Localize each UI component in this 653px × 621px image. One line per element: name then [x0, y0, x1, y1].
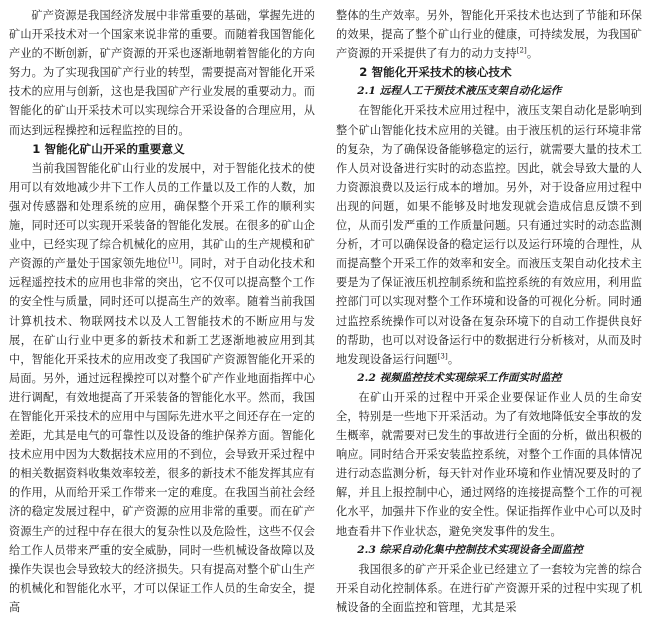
left-column [9, 6, 315, 619]
subsection-2-2-heading: 2.2 视频监控技术实现综采工作面实时监控 [357, 371, 562, 384]
continued-text: 整体的生产效率。另外，智能化开采技术也达到了节能和环保的效果，提高了整个矿山行业的健康，可持续发展，为我国矿产资源的开采提供了有力的动力支持 [336, 9, 642, 61]
subsection-2-2-paragraph: 在矿山开采的过程中开采企业要保证作业人员的生命安全，特别是一些地下开采活动。为了有效地降低安全事故的发生概率，就需要对已发生的事故进行全面的分析，做出积极的响应。同时结合开采安装监控系统，对整个工作面的具体情况进行动态监测分析，每天针对作业环境和作业情况要及时的了解，并且上报控制中心，通过网络的连接提高整个工作的可视化水平，加强井下作业的安全性。保证指挥作业中心可以及时地查看井下作业状态，避免突发事件的发生。 [336, 390, 642, 538]
section-1-text-b: 。同时，对于自动化技术和远程遥控技术的应用也非常的突出，它不仅可以提高整个工作的安全性与质量，同时还可以提高生产的效率。随着当前我国计算机技术、物联网技术以及人工智能技术的不断应用与发展，在矿山行业中更多的新技术和新工艺逐渐地被应用到其中，智能化开采技术的应用改变了我国矿产资源智能化开采的局面。另外，通过远程操控可以对整个矿产作业地面指挥中心进行调配，有效地提高了开采装备的智能化水平。然而，我国在智能化开采技术的应用中与国际先进水平之间还存在一定的差距，尤其是电气的可靠性以及设备的维护保养方面。智能化技术应用中因为大数据技术应用的不到位，会导致开采过程中的相关数据资料收集效率较差，很多的新技术不能发挥其应有的作用，从而给开采工作带来一定的难度。在我国当前社会经济的稳定发展过程中，矿产资源的应用非常的重要。而在矿产资源生产的过程中存在很大的复杂性以及危险性，这些不仅会给工作人员带来严重的安全威胁，同时一些机械设备故障以及操作失误也会导致较大的经济损失。只有提高对整个矿山生产的机械化和智能化水平，才可以保证工作人员的生命安全，提高 [9, 257, 315, 614]
citation-2: [2] [516, 46, 527, 55]
citation-1: [1] [168, 256, 179, 265]
subsection-2-1-end: 。 [447, 352, 460, 366]
subsection-2-1-paragraph [336, 101, 642, 368]
section-2-heading: 2 智能化开采技术的核心技术 [359, 65, 512, 80]
subsection-2-3-paragraph: 我国很多的矿产开采企业已经建立了一套较为完善的综合开采自动化控制体系。在进行矿产资源开采的过程中实现了机械设备的全面监控和管理，尤其是采 [336, 562, 642, 614]
continued-end: 。 [526, 47, 539, 61]
subsection-2-1-heading: 2.1 远程人工干预技术液压支架自动化运作 [357, 85, 562, 98]
right-column [336, 6, 642, 619]
continued-paragraph [336, 6, 642, 63]
subsection-2-3-heading: 2.3 综采自动化集中控制技术实现设备全面监控 [357, 543, 583, 556]
citation-3: [3] [437, 351, 448, 360]
section-1-text-a: 当前我国智能化矿山行业的发展中，对于智能化技术的使用可以有效地减少井下工作人员的工作量以及工作的人数，加强对传感器和处理系统的应用，确保整个开采工作的顺利实施，同时还可以实现开采装备的智能化发展。在很多的矿山企业中，已经实现了综合机械化的应用，其矿山的生产规模和矿产资源的产量处于国家领先地位 [9, 161, 315, 271]
section-1-heading: 1 智能化矿山开采的重要意义 [32, 141, 185, 156]
subsection-2-1-text: 在智能化开采技术应用过程中，液压支架自动化是影响到整个矿山智能化技术应用的关键。由于液压机的运行环境非常的复杂，为了确保设备能够稳定的运行，就需要大量的技术工作人员对设备进行实时的动态监控。因此，就会导致大量的人力资源浪费以及运行成本的增加。另外，对于设备应用过程中出现的问题，如果不能够及时地发现就会造成信息反馈不到位，从而引发严重的工作质量问题。只有通过实时的动态监测分析，才可以确保设备的稳定运行以及运行环境的合理性，从而提高整个开采工作的效率和安全。而液压支架自动化技术主要是为了保证液压机控制系统和监控系统的有效应用，利用监控部门可以实现对整个工作环境和设备的可视化分析。同时通过监控系统操作可以对设备在复杂环境下的自动工作提供良好的帮助，也可以对设备运行中的数据进行分析核对，从而及时地发现设备运行问题 [336, 104, 642, 366]
section-1-paragraph [9, 159, 315, 617]
intro-paragraph: 矿产资源是我国经济发展中非常重要的基础，掌握先进的矿山开采技术对一个国家来说非常的重要。而随着我国智能化产业的不断创新，矿产资源的开采也逐渐地朝着智能化的方向努力。为了实现我国矿产行业的转型，需要提高对智能化开采技术的应用与创新，这也是我国矿产行业发展的重要动力。而智能化的矿山开采技术可以实现综合开采设备的合理应用，从而达到远程操控和远程监控的目的。 [9, 9, 315, 137]
